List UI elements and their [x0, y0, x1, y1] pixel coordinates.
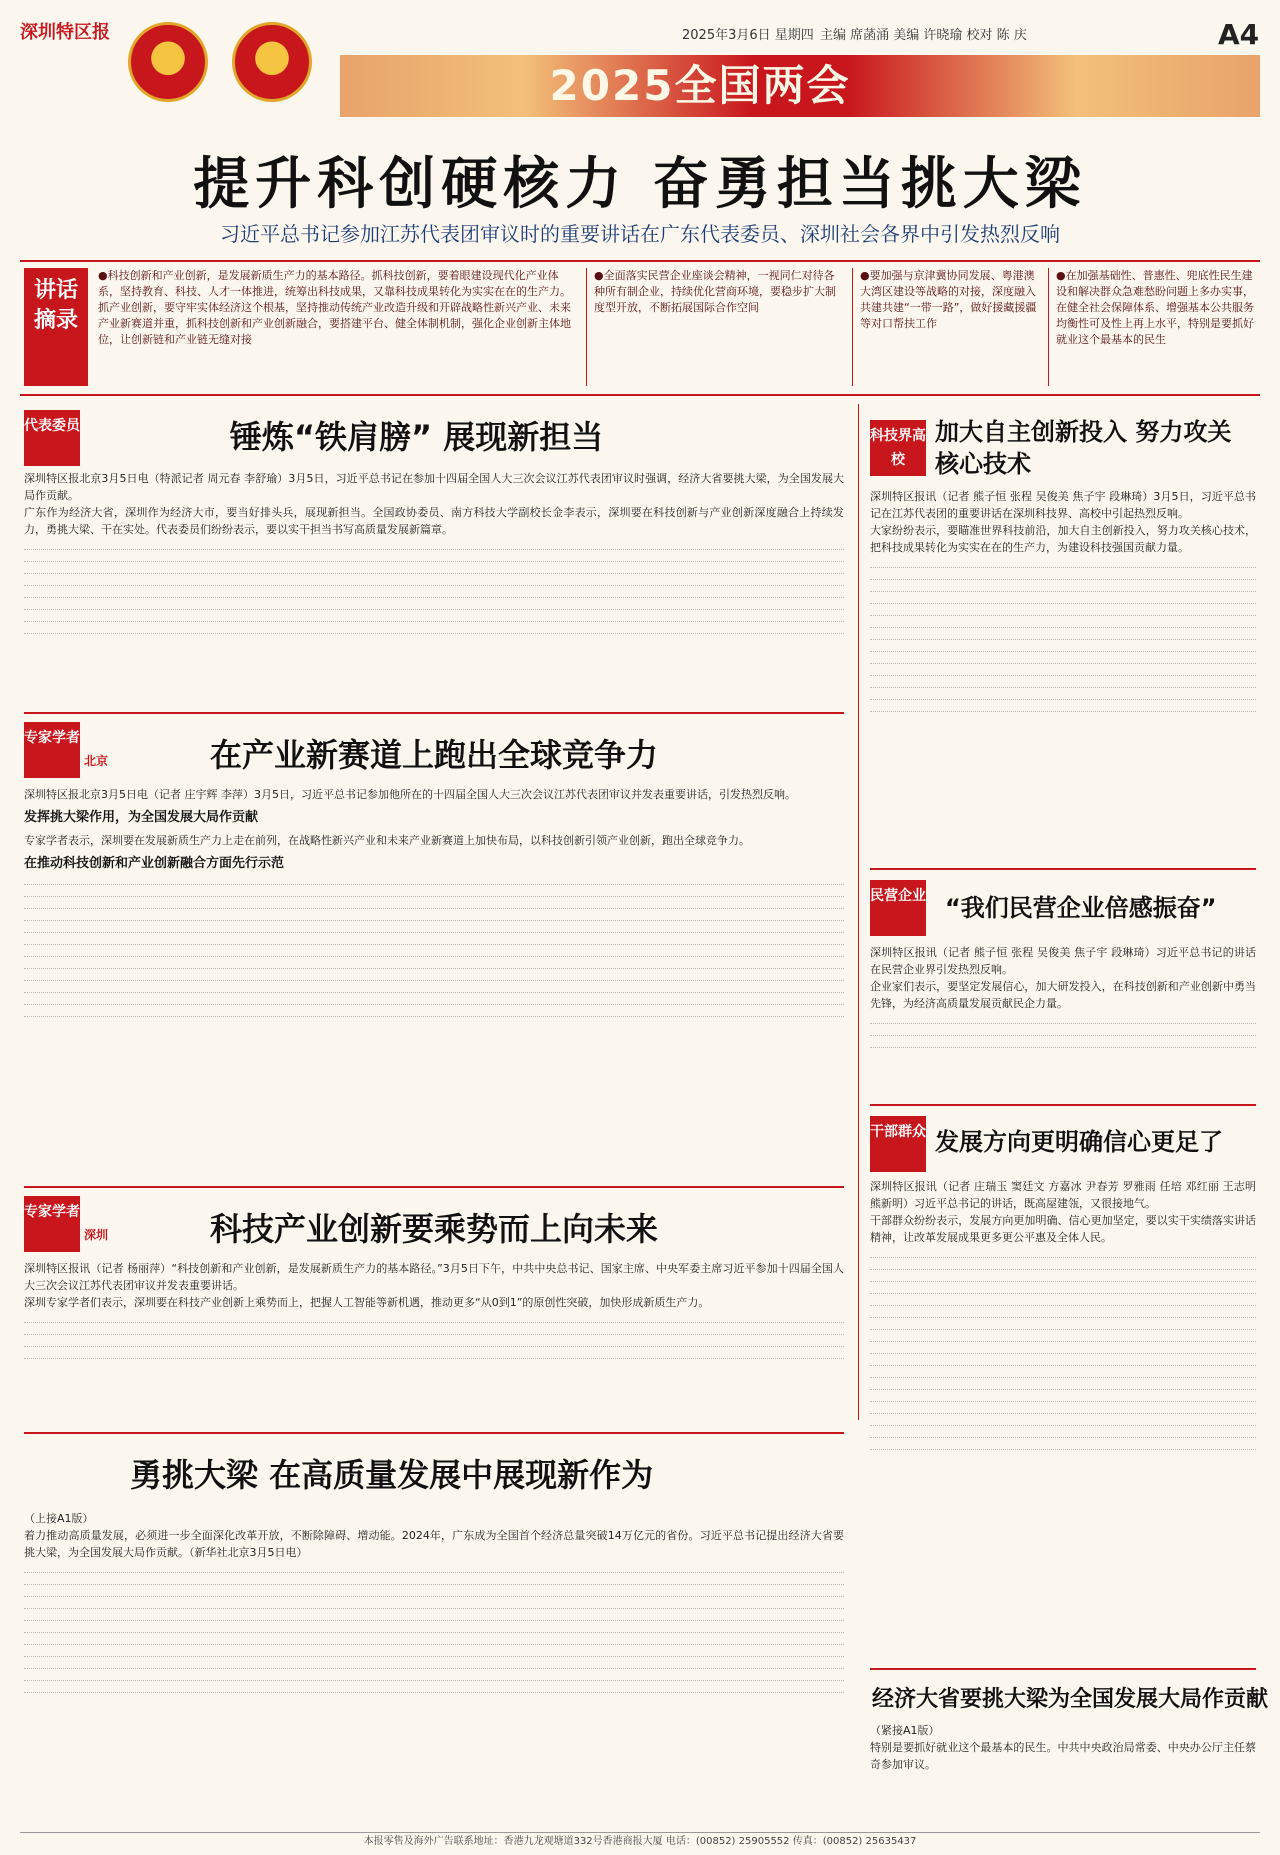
- article-title: 经济大省要挑大梁为全国发展大局作贡献: [872, 1687, 1269, 1712]
- column-divider: [858, 404, 859, 1420]
- section-rule: [870, 1104, 1256, 1106]
- article-title: “我们民营企业倍感振奋”: [945, 894, 1217, 922]
- article-title: 在产业新赛道上跑出全球竞争力: [210, 736, 659, 774]
- page-number: A4: [1218, 18, 1260, 51]
- article-text: 大家纷纷表示，要瞄准世界科技前沿，加大自主创新投入，努力攻关核心技术，把科技成果转化为实实在在的生产力，为建设科技强国贡献力量。: [870, 524, 1256, 554]
- section-location: 北京: [84, 754, 109, 768]
- article-dateline: 深圳特区报北京3月5日电（特派记者 周元春 李舒瑜）3月5日，习近平总书记在参加十四届全国人大三次会议江苏代表团审议时强调，经济大省要挑大梁，为全国发展大局作贡献。: [24, 472, 844, 502]
- article-text: 企业家们表示，要坚定发展信心，加大研发投入，在科技创新和产业创新中勇当先锋，为经济高质量发展贡献民企力量。: [870, 980, 1256, 1010]
- article-subhead: 在推动科技创新和产业创新融合方面先行示范: [24, 856, 285, 871]
- quote-item: ●要加强与京津冀协同发展、粤港澳大湾区建设等战略的对接，深度融入共建共建“一带一路”，做好援藏援疆等对口帮扶工作: [860, 269, 1037, 330]
- article-dateline: （紧接A1版）: [870, 1724, 940, 1737]
- article-dateline: 深圳特区报讯（记者 杨丽萍）“科技创新和产业创新，是发展新质生产力的基本路径。”3月5日下午，中共中央总书记、国家主席、中央军委主席习近平参加十四届全国人大三次会议江苏代表团审议并发表重要讲话。: [24, 1262, 844, 1292]
- section-rule: [24, 1432, 844, 1434]
- divider: [852, 268, 853, 386]
- article-text: 着力推动高质量发展，必须进一步全面深化改革开放，不断除障碍、增动能。2024年，广东成为全国首个经济总量突破14万亿元的省份。习近平总书记提出经济大省要挑大梁，为全国发展大局作贡献。（新华社北京3月5日电）: [24, 1529, 844, 1559]
- article-title: 锤炼“铁肩膀” 展现新担当: [230, 418, 604, 456]
- section-rule: [870, 868, 1256, 870]
- article-dateline: （上接A1版）: [24, 1512, 94, 1525]
- article-title: 发展方向更明确信心更足了: [935, 1128, 1223, 1156]
- section-tag: 专家学者: [24, 722, 80, 778]
- footer: 本报零售及海外广告联系地址：香港九龙观塘道332号香港商报大厦 电话：(00852) 25905552 传真：(00852) 25635437: [20, 1832, 1260, 1851]
- article-text: 干部群众纷纷表示，发展方向更加明确、信心更加坚定，要以实干实绩落实讲话精神，让改革发展成果更多更公平惠及全体人民。: [870, 1214, 1256, 1244]
- article-title: 科技产业创新要乘势而上向未来: [210, 1210, 659, 1248]
- article-subhead: 发挥挑大梁作用，为全国发展大局作贡献: [24, 810, 259, 825]
- quote-box-label: 讲话摘录: [24, 268, 88, 386]
- article-body: [870, 944, 1256, 1094]
- article-text: 专家学者表示，深圳要在发展新质生产力上走在前列，在战略性新兴产业和未来产业新赛道上加快布局，以科技创新引领产业创新，跑出全球竞争力。: [24, 834, 750, 847]
- article-title: 加大自主创新投入 努力攻关核心技术: [935, 418, 1232, 478]
- article-body: [870, 1178, 1256, 1658]
- newspaper-logo: 深圳特区报: [20, 22, 110, 43]
- section-tag: 代表委员: [24, 410, 80, 466]
- article-body: [870, 1722, 1256, 1822]
- quote-item: ●全面落实民营企业座谈会精神，一视同仁对待各种所有制企业，持续优化营商环境，要稳步扩大制度型开放，不断拓展国际合作空间: [594, 269, 836, 314]
- article-dateline: 深圳特区报讯（记者 熊子恒 张程 吴俊美 焦子宇 段琳琦）3月5日，习近平总书记在江苏代表团的重要讲话在深圳科技界、高校中引起热烈反响。: [870, 490, 1256, 520]
- article-dateline: 深圳特区报讯（记者 庄瑞玉 窦廷文 方嘉冰 尹春芳 罗雅雨 任培 邓红丽 王志明 熊新明）习近平总书记的讲话，既高屋建瓴，又很接地气。: [870, 1180, 1256, 1210]
- section-location: 深圳: [84, 1228, 109, 1242]
- editor-credits: 主编 席菡涌 美编 许晓瑜 校对 陈 庆: [820, 28, 1027, 43]
- section-rule: [24, 1186, 844, 1188]
- article-title: 勇挑大梁 在高质量发展中展现新作为: [130, 1456, 654, 1494]
- section-tag: 民营企业: [870, 880, 926, 936]
- article-text: 特别是要抓好就业这个最基本的民生。中共中央政治局常委、中央办公厅主任蔡奇参加审议。: [870, 1741, 1256, 1771]
- quote-item: ●科技创新和产业创新，是发展新质生产力的基本路径。抓科技创新，要着眼建设现代化产业体系，坚持教育、科技、人才一体推进，统筹出科技成果，又靠科技成果转化为实实在在的生产力。抓产业创新，要守牢实体经济这个根基，坚持推动传统产业改造升级和开辟战略性新兴产业、未来产业新赛道并重，抓科技创新和产业创新融合，要搭建平台、健全体制机制，强化企业创新主体地位，让创新链和产业链无缝对接: [98, 269, 571, 346]
- lead-headline: 提升科创硬核力 奋勇担当挑大梁: [193, 152, 1087, 217]
- section-tag: 干部群众: [870, 1116, 926, 1172]
- divider: [1048, 268, 1049, 386]
- article-text: 广东作为经济大省，深圳作为经济大市，要当好排头兵，展现新担当。全国政协委员、南方科技大学副校长金李表示，深圳要在科技创新与产业创新深度融合上持续发力，勇挑大梁、干在实处。代表委员们纷纷表示，要以实干担当书写高质量发展新篇章。: [24, 506, 844, 536]
- section-tag: 专家学者: [24, 1196, 80, 1252]
- article-dateline: 深圳特区报北京3月5日电（记者 庄宇辉 李萍）3月5日，习近平总书记参加他所在的十四届全国人大三次会议江苏代表团审议并发表重要讲话，引发热烈反响。: [24, 788, 796, 801]
- article-dateline: 深圳特区报讯（记者 熊子恒 张程 吴俊美 焦子宇 段琳琦）习近平总书记的讲话在民营企业界引发热烈反响。: [870, 946, 1256, 976]
- issue-date: 2025年3月6日 星期四: [682, 28, 814, 43]
- divider: [586, 268, 587, 386]
- cppcc-emblem-icon: [232, 22, 312, 102]
- article-text: 深圳专家学者们表示，深圳要在科技产业创新上乘势而上，把握人工智能等新机遇，推动更多“从0到1”的原创性突破，加快形成新质生产力。: [24, 1296, 710, 1309]
- article-body: [870, 488, 1256, 858]
- section-rule: [24, 712, 844, 714]
- national-emblem-icon: [128, 22, 208, 102]
- article-body: [24, 1260, 844, 1420]
- section-band-title: 2025全国两会: [549, 61, 851, 110]
- section-tag: 科技界高校: [870, 420, 926, 476]
- lead-subhead: 习近平总书记参加江苏代表团审议时的重要讲话在广东代表委员、深圳社会各界中引发热烈反响: [220, 222, 1060, 246]
- article-body: [24, 786, 844, 1176]
- section-rule: [870, 1668, 1256, 1670]
- article-body: [24, 470, 844, 700]
- quote-item: ●在加强基础性、普惠性、兜底性民生建设和解决群众急难愁盼问题上多办实事，在健全社会保障体系、增强基本公共服务均衡性可及性上再上水平，特别是要抓好就业这个最基本的民生: [1056, 269, 1254, 346]
- article-body: [24, 1510, 844, 1820]
